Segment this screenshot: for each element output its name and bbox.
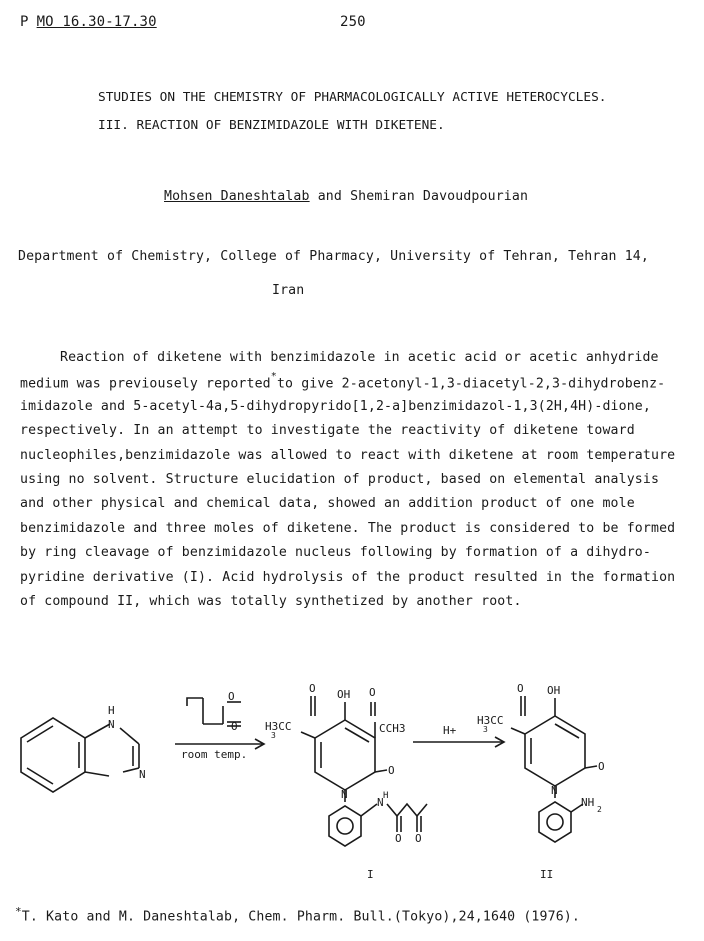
acetyl-left-subscript: 3 [271, 731, 276, 740]
carbonyl-o-label: O [309, 682, 316, 695]
amine-subscript: 2 [597, 805, 602, 814]
abstract-line: respectively. In an attempt to investigate the reactivity of diketene toward [20, 423, 635, 439]
amine-label: NH [581, 796, 595, 809]
amide-o-label: O [395, 832, 402, 845]
ketone-o-label: O [415, 832, 422, 845]
benzimidazole-structure [21, 718, 139, 792]
carbonyl-o-label-II: O [517, 682, 524, 695]
compound-II-label: II [540, 868, 554, 881]
title-line-2: III. REACTION OF BENZIMIDAZOLE WITH DIKETENE. [98, 118, 445, 133]
compound-I-label: I [367, 868, 374, 881]
page-number: 250 [340, 14, 366, 30]
affiliation-line-2: Iran [272, 283, 305, 298]
nh-h-label: H [108, 704, 115, 717]
author-2: Shemiran Davoudpourian [350, 189, 529, 204]
imine-n-label: N [139, 768, 146, 781]
amide-n-label: N [377, 796, 384, 809]
session-letter: P [20, 14, 29, 30]
compound-II-structure [511, 696, 597, 842]
abstract-line: nucleophiles,benzimidazole was allowed to react with diketene at room temperature [20, 447, 676, 463]
abstract-line: of compound II, which was totally synthetized by another root. [20, 593, 522, 609]
abstract-line: pyridine derivative (I). Acid hydrolysis of the product resulted in the formation [20, 569, 676, 585]
carbonyl-o-label-2: O [369, 686, 376, 699]
abstract-line: benzimidazole and three moles of diketene. The product is considered to be formed [20, 520, 676, 536]
author-1: Mohsen Daneshtalab [164, 189, 310, 204]
amide-h-label: H [383, 791, 389, 801]
ring-o-label-II: O [598, 760, 605, 773]
reaction-scheme [15, 672, 695, 882]
abstract-line: Reaction of diketene with benzimidazole in acetic acid or acetic anhydride [60, 350, 659, 365]
footnote-text: T. Kato and M. Daneshtalab, Chem. Pharm. Bull.(Tokyo),24,1640 (1976). [21, 909, 580, 925]
title-line-1: STUDIES ON THE CHEMISTRY OF PHARMACOLOGICALLY ACTIVE HETEROCYCLES. [98, 90, 607, 105]
abstract-line: by ring cleavage of benzimidazole nucleus following by formation of a dihydro- [20, 545, 651, 561]
diketene-o-label: O [228, 690, 235, 703]
ring-n-label: N [341, 788, 348, 801]
session-time: MO 16.30-17.30 [36, 14, 157, 30]
abstract-line [20, 371, 700, 398]
abstract-line: and other physical and chemical data, showed an addition product of one mole [20, 496, 635, 512]
abstract-line: imidazole and 5-acetyl-4a,5-dihydropyrido[1,2-a]benzimidazol-1,3(2H,4H)-dione, [20, 398, 651, 414]
abstract-line-text: to give 2-acetonyl-1,3-diacetyl-2,3-dihydrobenz- [276, 376, 666, 392]
hydroxyl-label-II: OH [547, 684, 561, 697]
authors [164, 189, 528, 204]
acid-label: H+ [443, 724, 457, 737]
abstract-line: using no solvent. Structure elucidation of product, based on elemental analysis [20, 471, 660, 487]
diketene-o-label-2: O [231, 720, 238, 733]
compound-I-structure [301, 696, 427, 846]
ring-n-label-II: N [551, 784, 558, 797]
affiliation-line-1: Department of Chemistry, College of Pharmacy, University of Tehran, Tehran 14, [18, 249, 649, 264]
abstract-paragraph [20, 350, 700, 618]
ring-o-label: O [388, 764, 395, 777]
condition-label: room temp. [181, 748, 248, 761]
footnote [15, 905, 580, 924]
acetyl-right-label: CCH3 [379, 722, 406, 735]
session-code [20, 14, 157, 30]
acetyl-left-subscript-II: 3 [483, 725, 488, 734]
footnote-mark: * [15, 905, 22, 918]
footnote-reference: * [270, 371, 277, 383]
acetyl-left-label: H3CC [265, 720, 292, 733]
hydroxyl-label: OH [337, 688, 351, 701]
nh-n-label: N [108, 718, 115, 731]
author-joiner: and [309, 189, 351, 204]
abstract-line-text: medium was previousely reported [20, 376, 271, 392]
acetyl-left-label-II: H3CC [477, 714, 504, 727]
